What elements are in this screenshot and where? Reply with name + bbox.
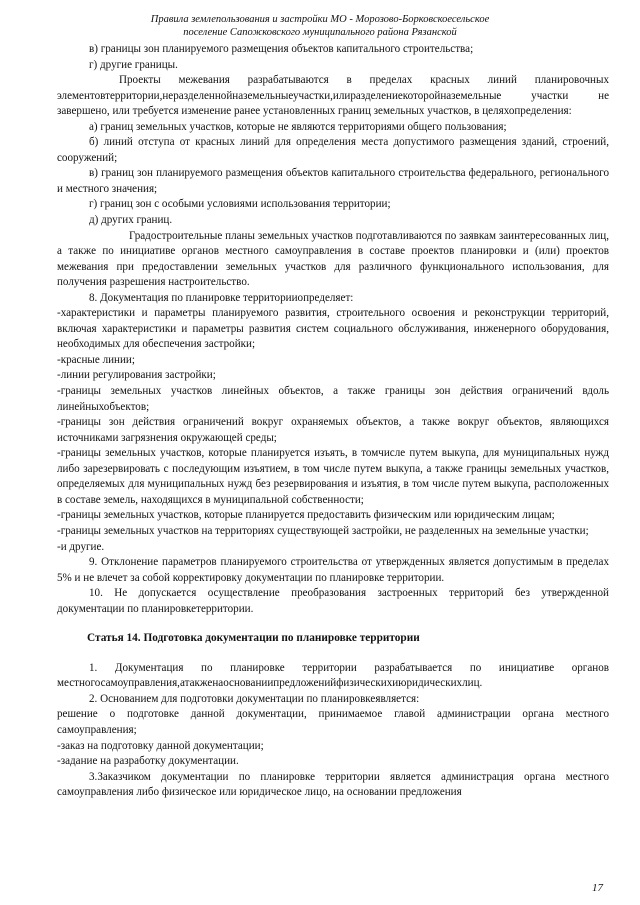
paragraph: 9. Отклонение параметров планируемого строительства от утвержденных является допустимым в пределах 5% и не влечет за собой корректировку документации по планировке территории.: [57, 556, 609, 584]
paragraph: 10. Не допускается осуществление преобразования застроенных территорий без утвержденной документации по планировкетерритории.: [57, 587, 609, 615]
paragraph: -границы земельных участков на территориях существующей застройки, не разделенных на земельные участки;: [57, 524, 589, 537]
paragraph: решение о подготовке данной документации, принимаемое главой администрации органа местного самоуправления;: [57, 708, 609, 736]
paragraph: Проекты межевания разрабатываются в пределах красных линий планировочных элементовтерритории,неразделеннойназемельныеучастки,илиразделениекоторойназемельные участки не завершено, или требуется изменение ранее установленных границ земельных участков, в целяхопределения:: [57, 74, 609, 118]
paragraph: б) линий отступа от красных линий для определения места допустимого размещения зданий, строений, сооружений;: [57, 136, 609, 164]
article-heading: Статья 14. Подготовка документации по планировке территории: [87, 632, 420, 645]
paragraph: -задание на разработку документации.: [57, 755, 239, 768]
header-line-1: Правила землепользования и застройки МО - Морозово-Борковскоесельское: [150, 14, 490, 25]
document-body: [57, 42, 609, 801]
paragraph: д) других границ.: [89, 214, 173, 227]
header-line-2: поселение Сапожковского муниципального района Рязанской: [183, 27, 457, 38]
paragraph: Градостроительные планы земельных участков подготавливаются по заявкам заинтересованных лиц, а также по инициативе органов местного самоуправления в составе проектов планировки и (или) проектов межевания при предоставлении земельных участков для различного функционального использования, для получения разрешения настроительство.: [57, 229, 609, 289]
page-header: [60, 13, 580, 39]
paragraph: -границы земельных участков, которые планируется изъять, в томчисле путем выкупа, для муниципальных нужд либо зарезервировать с последующим изъятием, в том числе путем выкупа, а также границы земельных участков, определяемых для муниципальных нужд без резервирования и изъятия, в том числе путем выкупа, расположенных в составе земель, находящихся в муниципальной собственности;: [57, 447, 609, 506]
paragraph: а) границ земельных участков, которые не являются территориями общего пользования;: [89, 120, 507, 133]
paragraph: -границы земельных участков линейных объектов, а также границы зон действия ограничений вдоль линейныхобъектов;: [57, 385, 609, 413]
paragraph: в) границ зон планируемого размещения объектов капитального строительства федерального, регионального и местного значения;: [57, 167, 609, 195]
paragraph: -характеристики и параметры планируемого развития, строительного освоения и реконструкции территорий, включая характеристики и параметры развития систем социального обслуживания, инженерного оборудования, необходимых для обеспечения застройки;: [57, 307, 609, 351]
paragraph: 1. Документация по планировке территории разрабатывается по инициативе органов местногосамоуправления,атакженаоснованиипредложенийфизическихиюридическихлиц.: [57, 661, 609, 690]
paragraph: г) границ зон с особыми условиями использования территории;: [89, 198, 391, 211]
paragraph: -линии регулирования застройки;: [57, 369, 216, 382]
paragraph: -границы зон действия ограничений вокруг охраняемых объектов, а также вокруг объектов, являющихся источниками загрязнения окружающей среды;: [57, 416, 609, 444]
paragraph: -границы земельных участков, которые планируется предоставить физическим или юридическим лицам;: [57, 509, 555, 522]
paragraph: г) другие границы.: [89, 58, 178, 71]
paragraph: -красные линии;: [57, 353, 135, 366]
paragraph: -и другие.: [57, 540, 105, 553]
paragraph: в) границы зон планируемого размещения объектов капитального строительства;: [89, 43, 474, 55]
page-number: 17: [592, 882, 603, 894]
paragraph: 2. Основанием для подготовки документации по планировкеявляется:: [89, 692, 420, 705]
paragraph: -заказ на подготовку данной документации;: [57, 739, 264, 752]
paragraph: 3.Заказчиком документации по планировке территории является администрация органа местного самоуправления либо физическое или юридическое лицо, на основании предложения: [57, 770, 609, 799]
paragraph: 8. Документация по планировке территорииопределяет:: [89, 291, 354, 304]
